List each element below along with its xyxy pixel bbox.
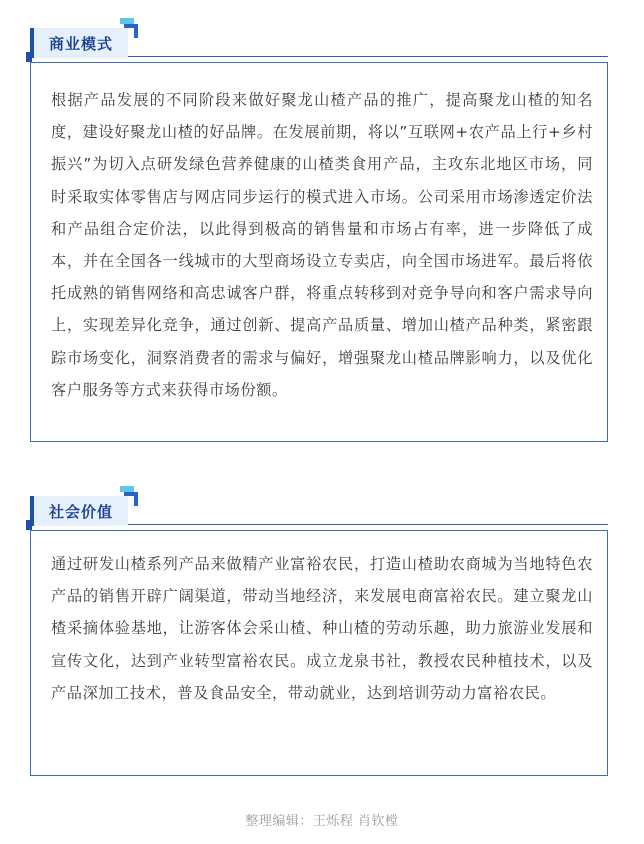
section-title: 社会价值	[30, 496, 128, 526]
tag-accent-foot	[26, 520, 32, 530]
header-rule	[128, 56, 608, 57]
content-box	[30, 530, 608, 776]
section-social-value	[0, 486, 644, 778]
section-body: 根据产品发展的不同阶段来做好聚龙山楂产品的推广，提高聚龙山楂的知名度，建设好聚龙山楂的好品牌。在发展前期，将以”互联网+农产品上行+乡村振兴”为切入点研发绿色营养健康的山楂类食用产品，主攻东北地区市场，同时采取实体零售店与网店同步运行的模式进入市场。公司采用市场渗透定价法和产品组合定价法，以此得到极高的销售量和市场占有率，进一步降低了成本，并在全国各一线城市的大型商场设立专卖店，向全国市场进军。最后将依托成熟的销售网络和高忠诚客户群，将重点转移到对竞争导向和客户需求导向上，实现差异化竞争，通过创新、提高产品质量、增加山楂产品种类，紧密跟踪市场变化，洞察消费者的需求与偏好，增强聚龙山楂品牌影响力，以及优化客户服务等方式来获得市场份额。	[51, 91, 593, 399]
editor-credit: 整理编辑：王烁程 肖钦樘	[245, 814, 399, 829]
section-body: 通过研发山楂系列产品来做精产业富裕农民，打造山楂助农商城为当地特色农产品的销售开辟广阔渠道，带动当地经济，来发展电商富裕农民。建立聚龙山楂采摘体验基地，让游客体会采山楂、种山楂的劳动乐趣，助力旅游业发展和宣传文化，达到产业转型富裕农民。成立龙泉书社，教授农民种植技术，以及产品深加工技术，普及食品安全，带动就业，达到培训劳动力富裕农民。	[51, 555, 593, 702]
box-top-border	[31, 62, 607, 63]
content-box	[30, 62, 608, 442]
tag-accent-foot	[26, 52, 32, 62]
section-title: 商业模式	[30, 28, 128, 58]
header-rule	[128, 524, 608, 525]
box-top-border	[31, 530, 607, 531]
